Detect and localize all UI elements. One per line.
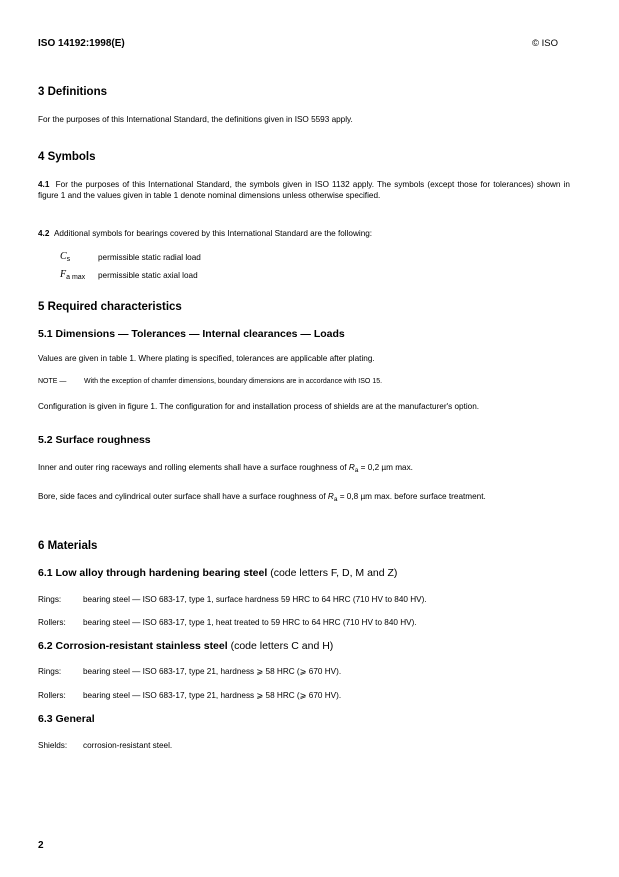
symbol-cs-sub: s bbox=[66, 256, 71, 263]
rollers-label: Rollers: bbox=[38, 618, 66, 627]
clause-6-1-codes: (code letters F, D, M and Z) bbox=[267, 567, 398, 579]
section-3-heading: 3 Definitions bbox=[38, 86, 108, 98]
clause-4-2-text: Additional symbols for bearings covered by this International Standard are the following: bbox=[53, 229, 373, 238]
clause-6-2-heading bbox=[38, 640, 570, 652]
page-number: 2 bbox=[38, 840, 44, 851]
clause-6-2-codes: (code letters C and H) bbox=[227, 640, 334, 652]
clause-4-2-number: 4.2 bbox=[38, 229, 50, 238]
rings-text: bearing steel — ISO 683-17, type 21, hardness ⩾ 58 HRC (⩾ 670 HV). bbox=[83, 667, 342, 676]
section-4-heading: 4 Symbols bbox=[38, 151, 96, 163]
symbol-famax bbox=[60, 269, 85, 283]
shields-label: Shields: bbox=[38, 741, 68, 750]
clause-4-1-text: For the purposes of this International Standard, the symbols given in ISO 1132 apply. The symbols (except those for tolerances) shown in figure 1 and the values given in table 1 denote nominal dimensions unless otherwise specified. bbox=[38, 180, 570, 200]
clause-5-1-note bbox=[38, 377, 570, 387]
rollers-text: bearing steel — ISO 683-17, type 1, heat treated to 59 HRC to 64 HRC (710 HV to 840 HV). bbox=[83, 618, 417, 627]
roughness-2-symbol: R bbox=[327, 492, 334, 501]
clause-4-1 bbox=[38, 179, 570, 201]
rollers-text: bearing steel — ISO 683-17, type 21, hardness ⩾ 58 HRC (⩾ 670 HV). bbox=[83, 691, 342, 700]
clause-5-2-text-1 bbox=[38, 462, 570, 476]
clause-5-1-heading: 5.1 Dimensions — Tolerances — Internal clearances — Loads bbox=[38, 328, 345, 340]
symbol-famax-sub: a max bbox=[66, 274, 86, 281]
clause-4-1-number: 4.1 bbox=[38, 180, 50, 189]
clause-6-1-heading bbox=[38, 567, 570, 579]
clause-6-1-title: 6.1 Low alloy through hardening bearing steel bbox=[38, 567, 268, 579]
section-5-heading: 5 Required characteristics bbox=[38, 301, 182, 313]
clause-6-2-rings bbox=[38, 666, 570, 677]
clause-5-1-configuration: Configuration is given in figure 1. The configuration for and installation process of shields are at the manufacturer's option. bbox=[38, 402, 480, 411]
section-6-heading: 6 Materials bbox=[38, 540, 98, 552]
note-text: With the exception of chamfer dimensions, boundary dimensions are in accordance with ISO 15. bbox=[84, 378, 383, 385]
roughness-1-symbol: R bbox=[348, 463, 355, 472]
rings-text: bearing steel — ISO 683-17, type 1, surface hardness 59 HRC to 64 HRC (710 HV to 840 HV). bbox=[83, 595, 427, 604]
clause-6-3-shields bbox=[38, 740, 570, 751]
section-3-text: For the purposes of this International Standard, the definitions given in ISO 5593 apply. bbox=[38, 115, 353, 124]
copyright-mark: © ISO bbox=[532, 38, 559, 49]
roughness-2-sub: a bbox=[333, 496, 338, 503]
clause-6-2-rollers bbox=[38, 690, 570, 701]
clause-5-1-text: Values are given in table 1. Where plating is specified, tolerances are applicable after plating. bbox=[38, 354, 375, 363]
symbol-cs-main: C bbox=[60, 251, 67, 262]
symbol-famax-main: F bbox=[60, 269, 67, 280]
clause-5-2-heading: 5.2 Surface roughness bbox=[38, 434, 151, 446]
rings-label: Rings: bbox=[38, 595, 62, 604]
symbol-cs bbox=[60, 251, 70, 265]
clause-6-1-rollers bbox=[38, 617, 570, 628]
roughness-1-sub: a bbox=[354, 467, 359, 474]
roughness-2-post: = 0,8 µm max. before surface treatment. bbox=[337, 492, 486, 501]
roughness-1-post: = 0,2 µm max. bbox=[358, 463, 413, 472]
rings-label: Rings: bbox=[38, 667, 62, 676]
rollers-label: Rollers: bbox=[38, 691, 66, 700]
clause-6-1-rings bbox=[38, 594, 570, 605]
symbol-cs-desc: permissible static radial load bbox=[98, 253, 201, 262]
shields-text: corrosion-resistant steel. bbox=[83, 741, 173, 750]
clause-6-3-heading: 6.3 General bbox=[38, 713, 95, 725]
clause-4-2 bbox=[38, 228, 570, 239]
document-id: ISO 14192:1998(E) bbox=[38, 38, 125, 49]
symbol-famax-desc: permissible static axial load bbox=[98, 271, 198, 280]
roughness-2-pre: Bore, side faces and cylindrical outer surface shall have a surface roughness of bbox=[38, 492, 328, 501]
roughness-1-pre: Inner and outer ring raceways and rolling elements shall have a surface roughness of bbox=[38, 463, 349, 472]
note-label: NOTE — bbox=[38, 378, 67, 385]
clause-6-2-title: 6.2 Corrosion-resistant stainless steel bbox=[38, 640, 228, 652]
clause-5-2-text-2 bbox=[38, 491, 570, 505]
